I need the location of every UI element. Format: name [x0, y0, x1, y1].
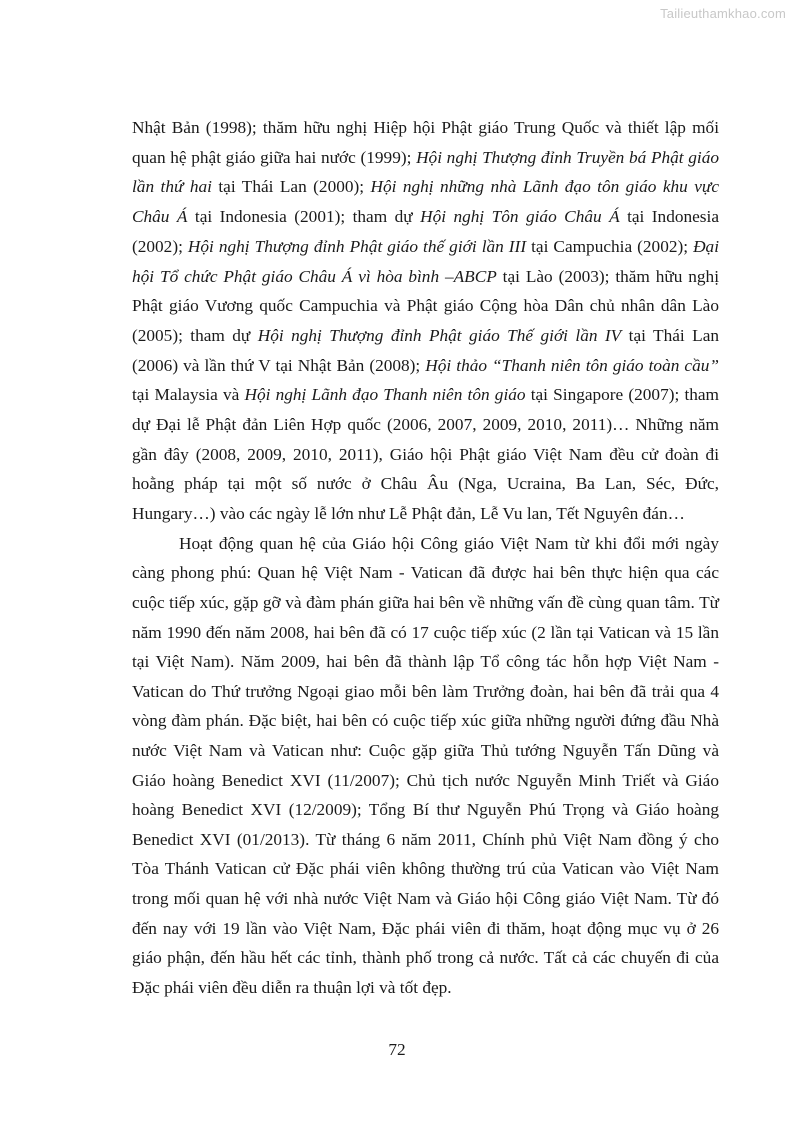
page-number: 72: [388, 1040, 406, 1059]
text-run: tại Lào (2003); thăm hữu nghị Phật giáo Vương quốc Campuchia và Phật giáo Cộng hòa Dân chủ nhân dân Lào (2005); tham dự: [132, 266, 719, 345]
text-run: Nhật Bản (1998); thăm hữu nghị Hiệp hội Phật giáo Trung Quốc và thiết lập mối quan hệ phật giáo giữa hai nước (1999);: [132, 118, 719, 167]
document-body: [132, 113, 719, 1002]
italic-title-run: Hội thảo “Thanh niên tôn giáo toàn cầu”: [425, 355, 719, 375]
text-run: tại Singapore (2007); tham dự Đại lễ Phật đản Liên Hợp quốc (2006, 2007, 2009, 2010, 2011)… Những năm gần đây (2008, 2009, 2010, 2011), Giáo hội Phật giáo Việt Nam đều cử đoàn đi hoằng pháp tại một số nước ở Châu Âu (Nga, Ucraina, Ba Lan, Séc, Đức, Hungary…) vào các ngày lễ lớn như Lễ Phật đản, Lễ Vu lan, Tết Nguyên đán…: [132, 385, 720, 524]
italic-title-run: Hội nghị Lãnh đạo Thanh niên tôn giáo: [244, 385, 526, 405]
paragraph-buddhist-relations: [132, 113, 719, 529]
italic-title-run: Đại hội Tổ chức Phật giáo Châu Á vì hòa bình –ABCP: [132, 236, 719, 286]
watermark: Tailieuthamkhao.com: [660, 6, 786, 21]
paragraph-catholic-relations: [132, 529, 719, 1003]
italic-title-run: Hội nghị Thượng đỉnh Phật giáo Thế giới lần IV: [257, 325, 622, 345]
italic-title-run: Hội nghị những nhà Lãnh đạo tôn giáo khu vực Châu Á: [132, 177, 719, 227]
text-run: tại Indonesia (2001); tham dự: [187, 207, 421, 227]
text-run: tại Thái Lan (2006) và lần thứ V tại Nhật Bản (2008);: [132, 325, 720, 375]
text-run: tại Indonesia (2002);: [132, 207, 719, 256]
italic-title-run: Hội nghị Thượng đỉnh Truyền bá Phật giáo lần thứ hai: [132, 147, 719, 197]
text-run: tại Malaysia và: [132, 385, 245, 405]
italic-title-run: Hội nghị Thượng đỉnh Phật giáo thế giới lần III: [187, 236, 527, 256]
text-run: Hoạt động quan hệ của Giáo hội Công giáo Việt Nam từ khi đổi mới ngày càng phong phú: Quan hệ Việt Nam - Vatican đã được hai bên thực hiện qua các cuộc tiếp xúc, gặp gỡ và đàm phán giữa hai bên về những vấn đề cùng quan tâm. Từ năm 1990 đến năm 2008, hai bên đã có 17 cuộc tiếp xúc (2 lần tại Vatican và 15 lần tại Việt Nam). Năm 2009, hai bên đã thành lập Tổ công tác hỗn hợp Việt Nam - Vatican do Thứ trưởng Ngoại giao mỗi bên làm Trưởng đoàn, hai bên đã trải qua 4 vòng đàm phán. Đặc biệt, hai bên có cuộc tiếp xúc giữa những người đứng đầu Nhà nước Việt Nam và Vatican như: Cuộc gặp giữa Thủ tướng Nguyễn Tấn Dũng và Giáo hoàng Benedict XVI (11/2007); Chủ tịch nước Nguyễn Minh Triết và Giáo hoàng Benedict XVI (12/2009); Tổng Bí thư Nguyễn Phú Trọng và Giáo hoàng Benedict XVI (01/2013). Từ tháng 6 năm 2011, Chính phủ Việt Nam đồng ý cho Tòa Thánh Vatican cử Đặc phái viên không thường trú của Vatican vào Việt Nam trong mối quan hệ với nhà nước Việt Nam và Giáo hội Công giáo Việt Nam. Từ đó đến nay với 19 lần vào Việt Nam, Đặc phái viên đi thăm, hoạt động mục vụ ở 26 giáo phận, đến hầu hết các tỉnh, thành phố trong cả nước. Tất cả các chuyến đi của Đặc phái viên đều diễn ra thuận lợi và tốt đẹp.: [132, 533, 719, 997]
italic-title-run: Hội nghị Tôn giáo Châu Á: [420, 207, 620, 227]
text-run: tại Campuchia (2002);: [526, 236, 694, 256]
text-run: tại Thái Lan (2000);: [211, 177, 371, 197]
